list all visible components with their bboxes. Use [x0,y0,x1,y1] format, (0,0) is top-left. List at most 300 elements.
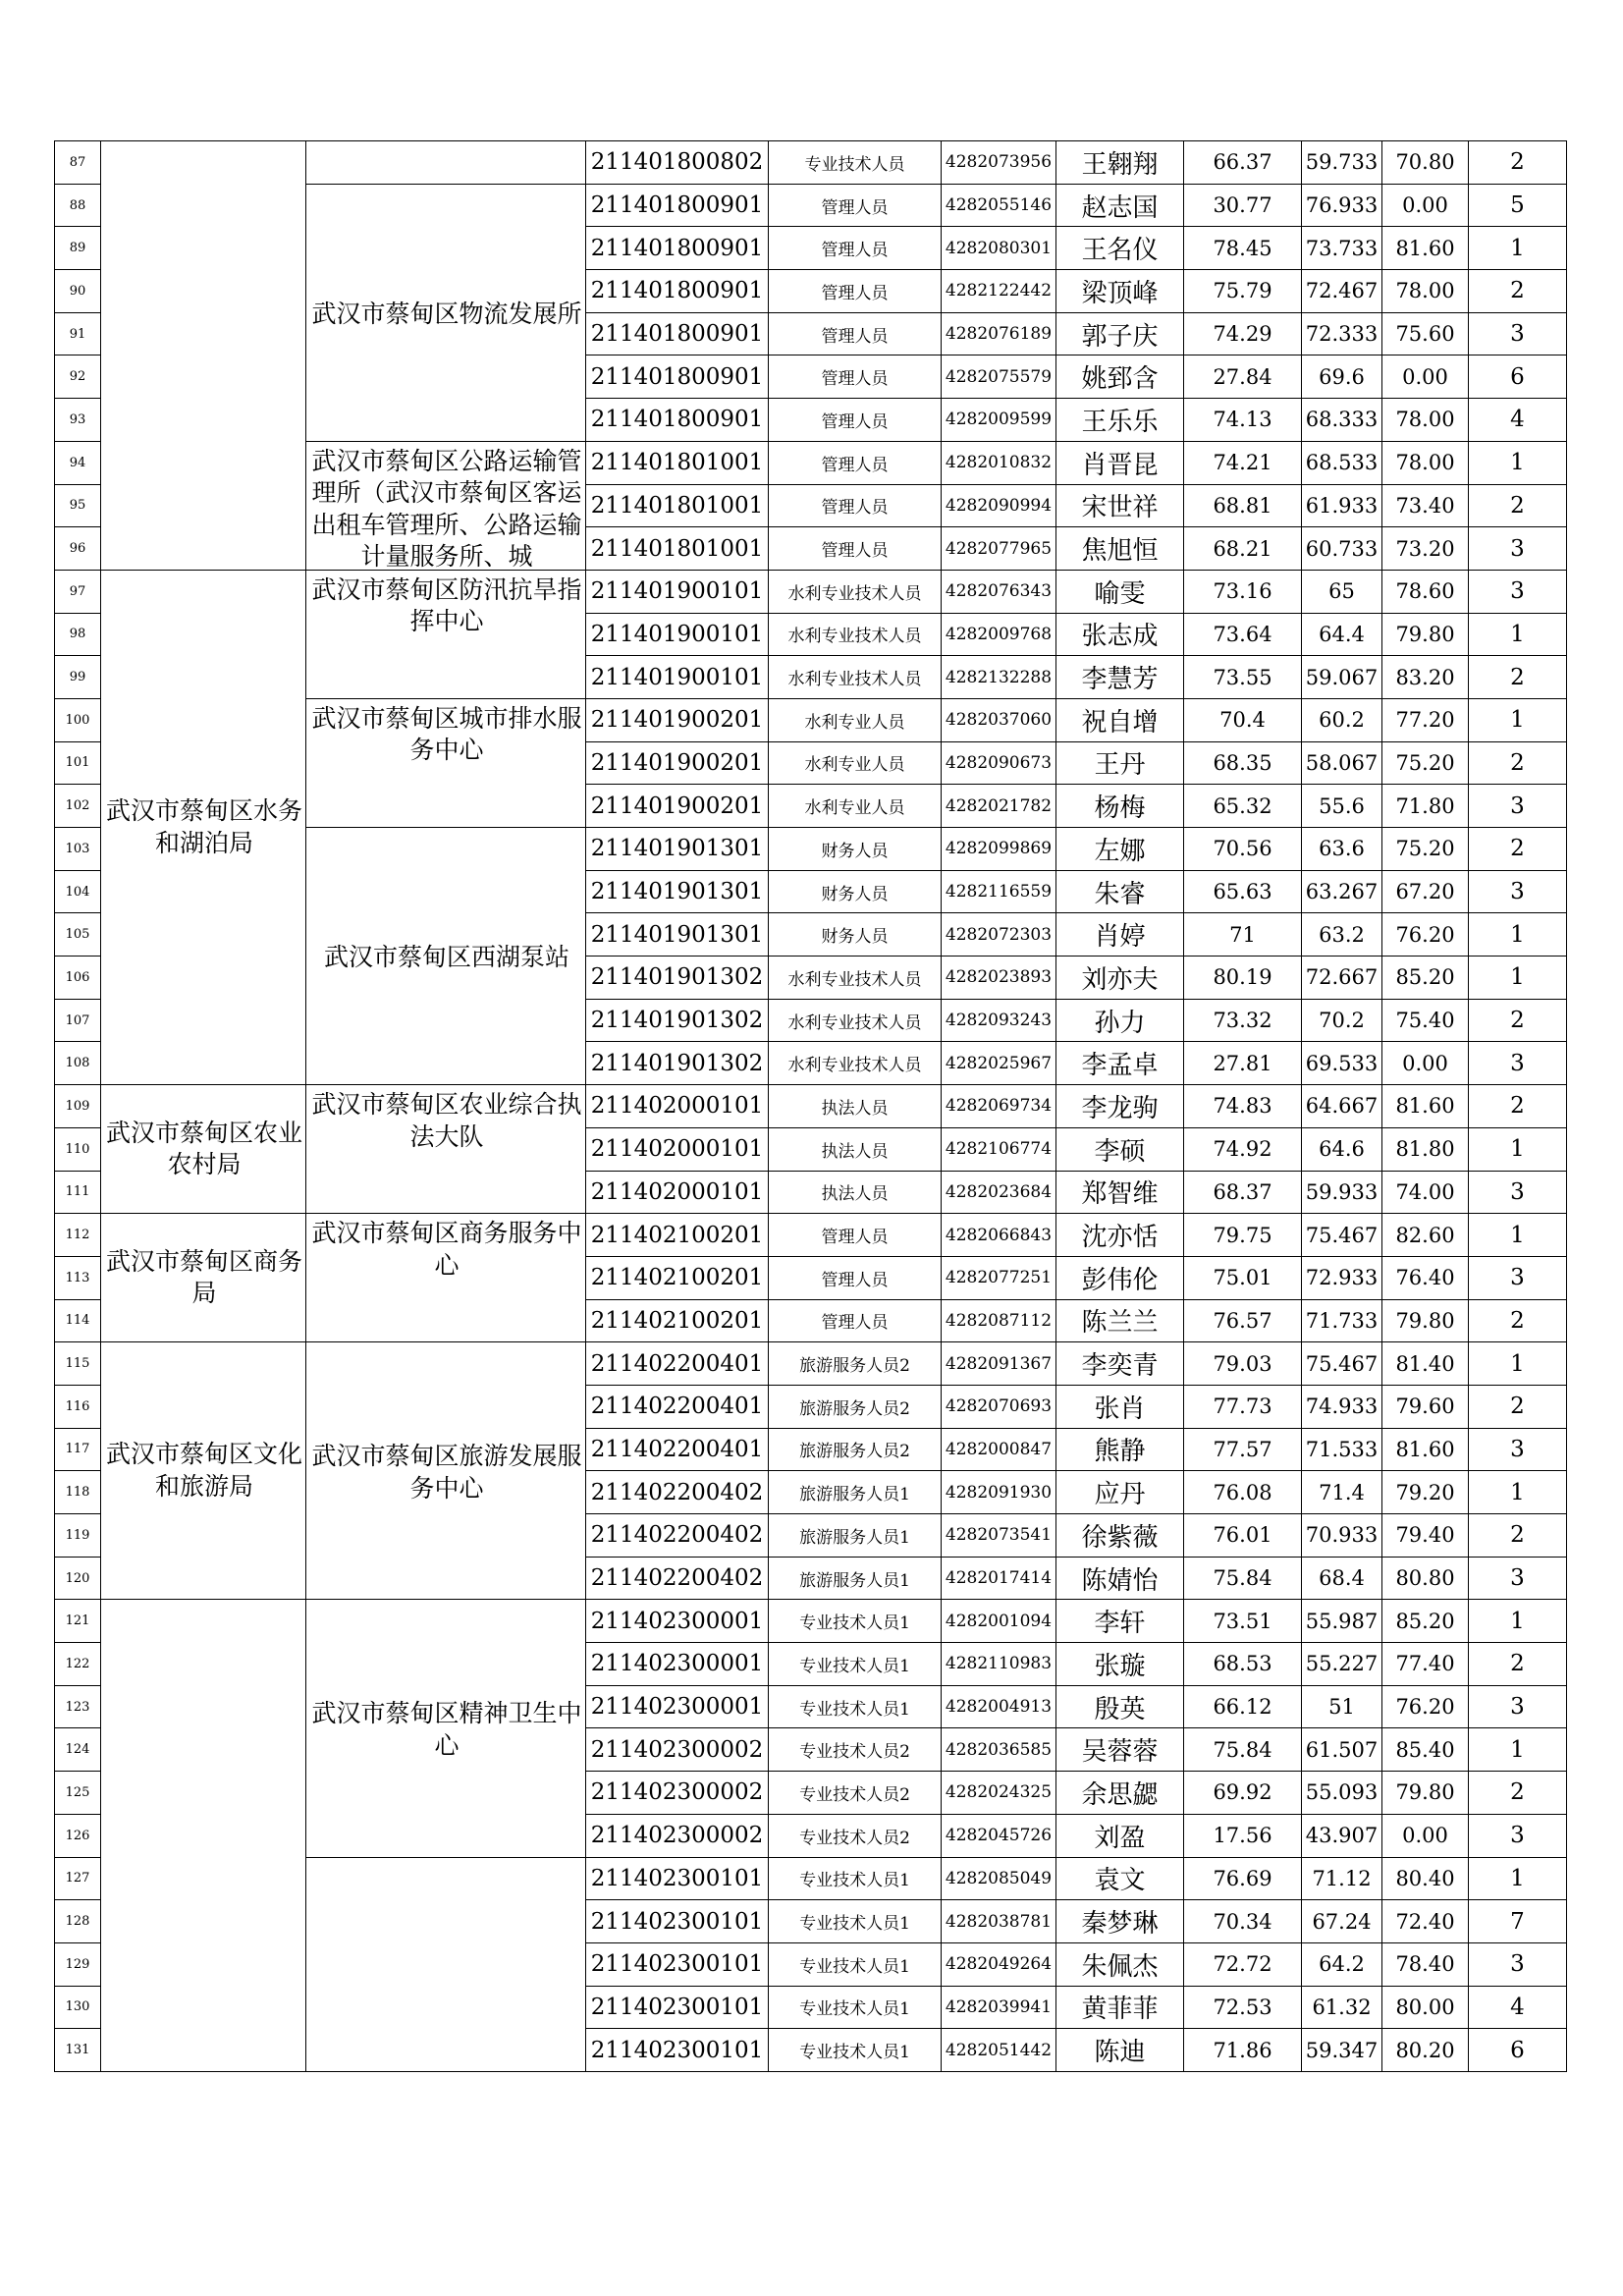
position-name: 专业技术人员1 [769,1942,942,1986]
interview-score: 0.00 [1382,355,1469,399]
candidate-name: 彭伟伦 [1056,1256,1184,1299]
rank: 2 [1469,999,1567,1042]
row-number: 93 [55,399,101,442]
position-name: 专业技术人员1 [769,1900,942,1943]
written-score: 70.34 [1184,1900,1302,1943]
row-number: 94 [55,441,101,484]
position-name: 专业技术人员1 [769,1600,942,1643]
rank: 3 [1469,1814,1567,1857]
written-score: 70.56 [1184,828,1302,871]
position-name: 旅游服务人员1 [769,1471,942,1514]
written-adjusted-score: 61.507 [1302,1728,1382,1772]
candidate-name: 王乐乐 [1056,399,1184,442]
rank: 2 [1469,1643,1567,1686]
table-row [55,1342,1567,1386]
row-number: 127 [55,1857,101,1900]
interview-score: 70.80 [1382,141,1469,185]
row-number: 103 [55,828,101,871]
candidate-name: 李轩 [1056,1600,1184,1643]
position-code: 211402300101 [586,1900,769,1943]
interview-score: 79.80 [1382,613,1469,656]
written-score: 74.92 [1184,1127,1302,1171]
candidate-name: 李硕 [1056,1127,1184,1171]
candidate-name: 张志成 [1056,613,1184,656]
written-adjusted-score: 63.6 [1302,828,1382,871]
written-score: 80.19 [1184,957,1302,1000]
position-code: 211401901302 [586,957,769,1000]
row-number: 100 [55,698,101,741]
written-adjusted-score: 59.733 [1302,141,1382,185]
unit-cell [306,828,586,1085]
written-adjusted-score: 60.2 [1302,698,1382,741]
row-number: 114 [55,1299,101,1342]
candidate-name: 殷英 [1056,1685,1184,1728]
row-number: 89 [55,227,101,270]
candidate-name: 熊静 [1056,1428,1184,1471]
exam-ticket-number: 4282000847 [942,1428,1056,1471]
position-code: 211402200401 [586,1385,769,1428]
rank: 3 [1469,1685,1567,1728]
unit-cell [306,1342,586,1600]
position-name: 水利专业技术人员 [769,1042,942,1085]
row-number: 131 [55,2029,101,2072]
rank: 3 [1469,785,1567,828]
position-name: 专业技术人员1 [769,1986,942,2029]
interview-score: 78.40 [1382,1942,1469,1986]
interview-score: 85.20 [1382,957,1469,1000]
rank: 2 [1469,1299,1567,1342]
position-name: 管理人员 [769,312,942,355]
written-score: 69.92 [1184,1772,1302,1815]
position-name: 专业技术人员1 [769,1643,942,1686]
interview-score: 81.60 [1382,1428,1469,1471]
candidate-name: 赵志国 [1056,184,1184,227]
rank: 2 [1469,1514,1567,1558]
rank: 3 [1469,1042,1567,1085]
row-number: 108 [55,1042,101,1085]
written-adjusted-score: 73.733 [1302,227,1382,270]
position-code: 211401900201 [586,785,769,828]
exam-ticket-number: 4282073956 [942,141,1056,185]
candidate-name: 梁顶峰 [1056,270,1184,313]
written-score: 68.37 [1184,1171,1302,1214]
position-code: 211402200402 [586,1557,769,1600]
interview-score: 80.00 [1382,1986,1469,2029]
written-score: 74.13 [1184,399,1302,442]
written-adjusted-score: 65 [1302,570,1382,613]
exam-ticket-number: 4282025967 [942,1042,1056,1085]
candidate-name: 徐紫薇 [1056,1514,1184,1558]
table-row [55,570,1567,613]
written-adjusted-score: 64.4 [1302,613,1382,656]
position-code: 211401801001 [586,527,769,571]
position-name: 专业技术人员 [769,141,942,185]
written-adjusted-score: 72.333 [1302,312,1382,355]
interview-score: 0.00 [1382,184,1469,227]
rank: 2 [1469,656,1567,699]
unit-cell [306,141,586,185]
position-code: 211401801001 [586,484,769,527]
rank: 1 [1469,613,1567,656]
written-adjusted-score: 72.667 [1302,957,1382,1000]
written-adjusted-score: 75.467 [1302,1214,1382,1257]
row-number: 90 [55,270,101,313]
written-adjusted-score: 69.533 [1302,1042,1382,1085]
written-score: 76.08 [1184,1471,1302,1514]
department-cell: 武汉市蔡甸区文化和旅游局 [101,1342,306,1600]
rank: 1 [1469,441,1567,484]
written-adjusted-score: 61.933 [1302,484,1382,527]
unit-label: 武汉市蔡甸区城市排水服务中心 [311,703,582,765]
written-score: 76.57 [1184,1299,1302,1342]
position-name: 执法人员 [769,1085,942,1128]
interview-score: 81.60 [1382,227,1469,270]
position-code: 211401900101 [586,613,769,656]
interview-score: 80.20 [1382,2029,1469,2072]
written-score: 68.21 [1184,527,1302,571]
exam-ticket-number: 4282106774 [942,1127,1056,1171]
exam-ticket-number: 4282051442 [942,2029,1056,2072]
unit-cell [306,698,586,827]
interview-score: 76.20 [1382,1685,1469,1728]
written-adjusted-score: 71.12 [1302,1857,1382,1900]
rank: 1 [1469,1342,1567,1386]
written-adjusted-score: 71.533 [1302,1428,1382,1471]
interview-score: 76.20 [1382,913,1469,957]
table-row [55,1600,1567,1643]
written-score: 74.21 [1184,441,1302,484]
position-name: 管理人员 [769,484,942,527]
exam-ticket-number: 4282093243 [942,999,1056,1042]
written-score: 76.01 [1184,1514,1302,1558]
candidate-name: 刘盈 [1056,1814,1184,1857]
position-name: 专业技术人员1 [769,1857,942,1900]
position-code: 211401901301 [586,913,769,957]
written-score: 30.77 [1184,184,1302,227]
written-score: 68.53 [1184,1643,1302,1686]
candidate-name: 祝自增 [1056,698,1184,741]
candidate-name: 秦梦琳 [1056,1900,1184,1943]
written-score: 73.16 [1184,570,1302,613]
exam-ticket-number: 4282087112 [942,1299,1056,1342]
row-number: 88 [55,184,101,227]
rank: 2 [1469,141,1567,185]
exam-ticket-number: 4282069734 [942,1085,1056,1128]
position-name: 管理人员 [769,399,942,442]
written-adjusted-score: 68.533 [1302,441,1382,484]
rank: 2 [1469,484,1567,527]
written-score: 79.03 [1184,1342,1302,1386]
interview-score: 79.80 [1382,1299,1469,1342]
interview-score: 71.80 [1382,785,1469,828]
rank: 2 [1469,828,1567,871]
rank: 3 [1469,1557,1567,1600]
row-number: 104 [55,870,101,913]
rank: 6 [1469,355,1567,399]
exam-ticket-number: 4282110983 [942,1643,1056,1686]
written-adjusted-score: 74.933 [1302,1385,1382,1428]
exam-ticket-number: 4282024325 [942,1772,1056,1815]
position-code: 211401901301 [586,828,769,871]
department-cell: 武汉市蔡甸区水务和湖泊局 [101,570,306,1084]
unit-label: 武汉市蔡甸区旅游发展服务中心 [311,1442,582,1503]
interview-score: 73.20 [1382,527,1469,571]
candidate-name: 肖婷 [1056,913,1184,957]
row-number: 109 [55,1085,101,1128]
written-score: 75.79 [1184,270,1302,313]
candidate-name: 陈兰兰 [1056,1299,1184,1342]
interview-score: 0.00 [1382,1814,1469,1857]
candidate-name: 李慧芳 [1056,656,1184,699]
position-name: 旅游服务人员1 [769,1514,942,1558]
department-cell [101,1600,306,2072]
rank: 6 [1469,2029,1567,2072]
written-score: 17.56 [1184,1814,1302,1857]
exam-ticket-number: 4282085049 [942,1857,1056,1900]
unit-cell [306,184,586,441]
candidate-name: 左娜 [1056,828,1184,871]
exam-ticket-number: 4282116559 [942,870,1056,913]
position-name: 管理人员 [769,527,942,571]
rank: 2 [1469,1385,1567,1428]
position-name: 旅游服务人员1 [769,1557,942,1600]
position-code: 211402300002 [586,1814,769,1857]
written-score: 71 [1184,913,1302,957]
row-number: 125 [55,1772,101,1815]
candidate-name: 张肖 [1056,1385,1184,1428]
written-score: 65.32 [1184,785,1302,828]
rank: 2 [1469,1772,1567,1815]
exam-ticket-number: 4282090994 [942,484,1056,527]
position-code: 211402000101 [586,1171,769,1214]
rank: 1 [1469,1728,1567,1772]
position-code: 211402200401 [586,1428,769,1471]
written-score: 75.84 [1184,1728,1302,1772]
candidate-name: 张璇 [1056,1643,1184,1686]
exam-ticket-number: 4282073541 [942,1514,1056,1558]
rank: 5 [1469,184,1567,227]
written-adjusted-score: 67.24 [1302,1900,1382,1943]
position-name: 执法人员 [769,1127,942,1171]
written-adjusted-score: 76.933 [1302,184,1382,227]
written-score: 73.64 [1184,613,1302,656]
position-code: 211402100201 [586,1256,769,1299]
interview-score: 79.40 [1382,1514,1469,1558]
position-name: 管理人员 [769,184,942,227]
candidate-name: 王名仪 [1056,227,1184,270]
rank: 1 [1469,698,1567,741]
candidate-name: 刘亦夫 [1056,957,1184,1000]
position-name: 专业技术人员2 [769,1814,942,1857]
exam-ticket-number: 4282076189 [942,312,1056,355]
position-code: 211401900201 [586,741,769,785]
unit-cell [306,1600,586,1857]
exam-ticket-number: 4282122442 [942,270,1056,313]
interview-score: 73.40 [1382,484,1469,527]
exam-ticket-number: 4282075579 [942,355,1056,399]
candidate-name: 喻雯 [1056,570,1184,613]
candidate-name: 李龙驹 [1056,1085,1184,1128]
candidate-name: 陈婧怡 [1056,1557,1184,1600]
department-cell: 武汉市蔡甸区商务局 [101,1214,306,1342]
position-code: 211401900201 [586,698,769,741]
interview-score: 82.60 [1382,1214,1469,1257]
candidate-name: 孙力 [1056,999,1184,1042]
exam-ticket-number: 4282091930 [942,1471,1056,1514]
candidate-name: 黄菲菲 [1056,1986,1184,2029]
written-score: 27.81 [1184,1042,1302,1085]
row-number: 115 [55,1342,101,1386]
written-adjusted-score: 72.933 [1302,1256,1382,1299]
interview-score: 78.60 [1382,570,1469,613]
row-number: 111 [55,1171,101,1214]
exam-ticket-number: 4282045726 [942,1814,1056,1857]
written-adjusted-score: 72.467 [1302,270,1382,313]
interview-score: 79.20 [1382,1471,1469,1514]
position-code: 211402200402 [586,1471,769,1514]
interview-score: 75.20 [1382,828,1469,871]
exam-ticket-number: 4282091367 [942,1342,1056,1386]
written-adjusted-score: 55.093 [1302,1772,1382,1815]
exam-ticket-number: 4282099869 [942,828,1056,871]
interview-score: 75.40 [1382,999,1469,1042]
exam-ticket-number: 4282036585 [942,1728,1056,1772]
written-adjusted-score: 71.4 [1302,1471,1382,1514]
rank: 2 [1469,741,1567,785]
candidate-name: 姚郅含 [1056,355,1184,399]
candidate-name: 沈亦恬 [1056,1214,1184,1257]
unit-label: 武汉市蔡甸区西湖泵站 [323,943,569,972]
candidate-name: 郑智维 [1056,1171,1184,1214]
interview-score: 81.40 [1382,1342,1469,1386]
row-number: 130 [55,1986,101,2029]
rank: 3 [1469,870,1567,913]
position-code: 211402100201 [586,1299,769,1342]
position-code: 211401800901 [586,399,769,442]
row-number: 98 [55,613,101,656]
unit-label: 武汉市蔡甸区公路运输管理所（武汉市蔡甸区客运出租车管理所、公路运输计量服务所、城 [311,446,582,569]
interview-score: 67.20 [1382,870,1469,913]
row-number: 129 [55,1942,101,1986]
written-adjusted-score: 59.933 [1302,1171,1382,1214]
row-number: 116 [55,1385,101,1428]
rank: 1 [1469,1471,1567,1514]
written-adjusted-score: 61.32 [1302,1986,1382,2029]
position-code: 211402300002 [586,1728,769,1772]
unit-cell [306,1214,586,1342]
row-number: 92 [55,355,101,399]
written-score: 65.63 [1184,870,1302,913]
exam-ticket-number: 4282090673 [942,741,1056,785]
written-adjusted-score: 69.6 [1302,355,1382,399]
position-code: 211402300101 [586,1986,769,2029]
written-adjusted-score: 59.347 [1302,2029,1382,2072]
row-number: 106 [55,957,101,1000]
position-name: 管理人员 [769,1299,942,1342]
written-adjusted-score: 71.733 [1302,1299,1382,1342]
interview-score: 81.80 [1382,1127,1469,1171]
written-adjusted-score: 68.4 [1302,1557,1382,1600]
row-number: 113 [55,1256,101,1299]
exam-ticket-number: 4282009768 [942,613,1056,656]
candidate-name: 朱佩杰 [1056,1942,1184,1986]
rank: 3 [1469,527,1567,571]
exam-ticket-number: 4282076343 [942,570,1056,613]
row-number: 118 [55,1471,101,1514]
row-number: 102 [55,785,101,828]
written-adjusted-score: 64.6 [1302,1127,1382,1171]
candidate-name: 杨梅 [1056,785,1184,828]
rank: 3 [1469,1428,1567,1471]
written-score: 75.01 [1184,1256,1302,1299]
score-table [54,140,1567,2072]
exam-ticket-number: 4282038781 [942,1900,1056,1943]
rank: 4 [1469,1986,1567,2029]
department-cell [101,141,306,571]
rank: 1 [1469,957,1567,1000]
written-score: 72.72 [1184,1942,1302,1986]
written-score: 78.45 [1184,227,1302,270]
row-number: 122 [55,1643,101,1686]
position-name: 管理人员 [769,441,942,484]
written-score: 75.84 [1184,1557,1302,1600]
rank: 1 [1469,1600,1567,1643]
position-code: 211401801001 [586,441,769,484]
exam-ticket-number: 4282039941 [942,1986,1056,2029]
row-number: 87 [55,141,101,185]
row-number: 96 [55,527,101,571]
rank: 1 [1469,1857,1567,1900]
exam-ticket-number: 4282077251 [942,1256,1056,1299]
position-code: 211402200401 [586,1342,769,1386]
candidate-name: 吴蓉蓉 [1056,1728,1184,1772]
rank: 2 [1469,270,1567,313]
candidate-name: 李奕青 [1056,1342,1184,1386]
written-score: 73.32 [1184,999,1302,1042]
written-score: 74.83 [1184,1085,1302,1128]
rank: 3 [1469,312,1567,355]
position-name: 专业技术人员2 [769,1728,942,1772]
exam-ticket-number: 4282049264 [942,1942,1056,1986]
written-score: 72.53 [1184,1986,1302,2029]
written-score: 79.75 [1184,1214,1302,1257]
position-code: 211401800802 [586,141,769,185]
position-name: 水利专业技术人员 [769,613,942,656]
position-code: 211401901301 [586,870,769,913]
interview-score: 74.00 [1382,1171,1469,1214]
candidate-name: 郭子庆 [1056,312,1184,355]
row-number: 117 [55,1428,101,1471]
row-number: 95 [55,484,101,527]
interview-score: 77.20 [1382,698,1469,741]
unit-label: 武汉市蔡甸区防汛抗旱指挥中心 [311,574,582,636]
row-number: 91 [55,312,101,355]
position-name: 管理人员 [769,270,942,313]
candidate-name: 肖晋昆 [1056,441,1184,484]
interview-score: 78.00 [1382,399,1469,442]
written-score: 71.86 [1184,2029,1302,2072]
written-adjusted-score: 64.667 [1302,1085,1382,1128]
candidate-name: 焦旭恒 [1056,527,1184,571]
exam-ticket-number: 4282132288 [942,656,1056,699]
position-code: 211402200402 [586,1514,769,1558]
exam-ticket-number: 4282021782 [942,785,1056,828]
written-adjusted-score: 55.6 [1302,785,1382,828]
written-adjusted-score: 59.067 [1302,656,1382,699]
candidate-name: 朱睿 [1056,870,1184,913]
position-name: 专业技术人员2 [769,1772,942,1815]
department-cell: 武汉市蔡甸区农业农村局 [101,1085,306,1214]
